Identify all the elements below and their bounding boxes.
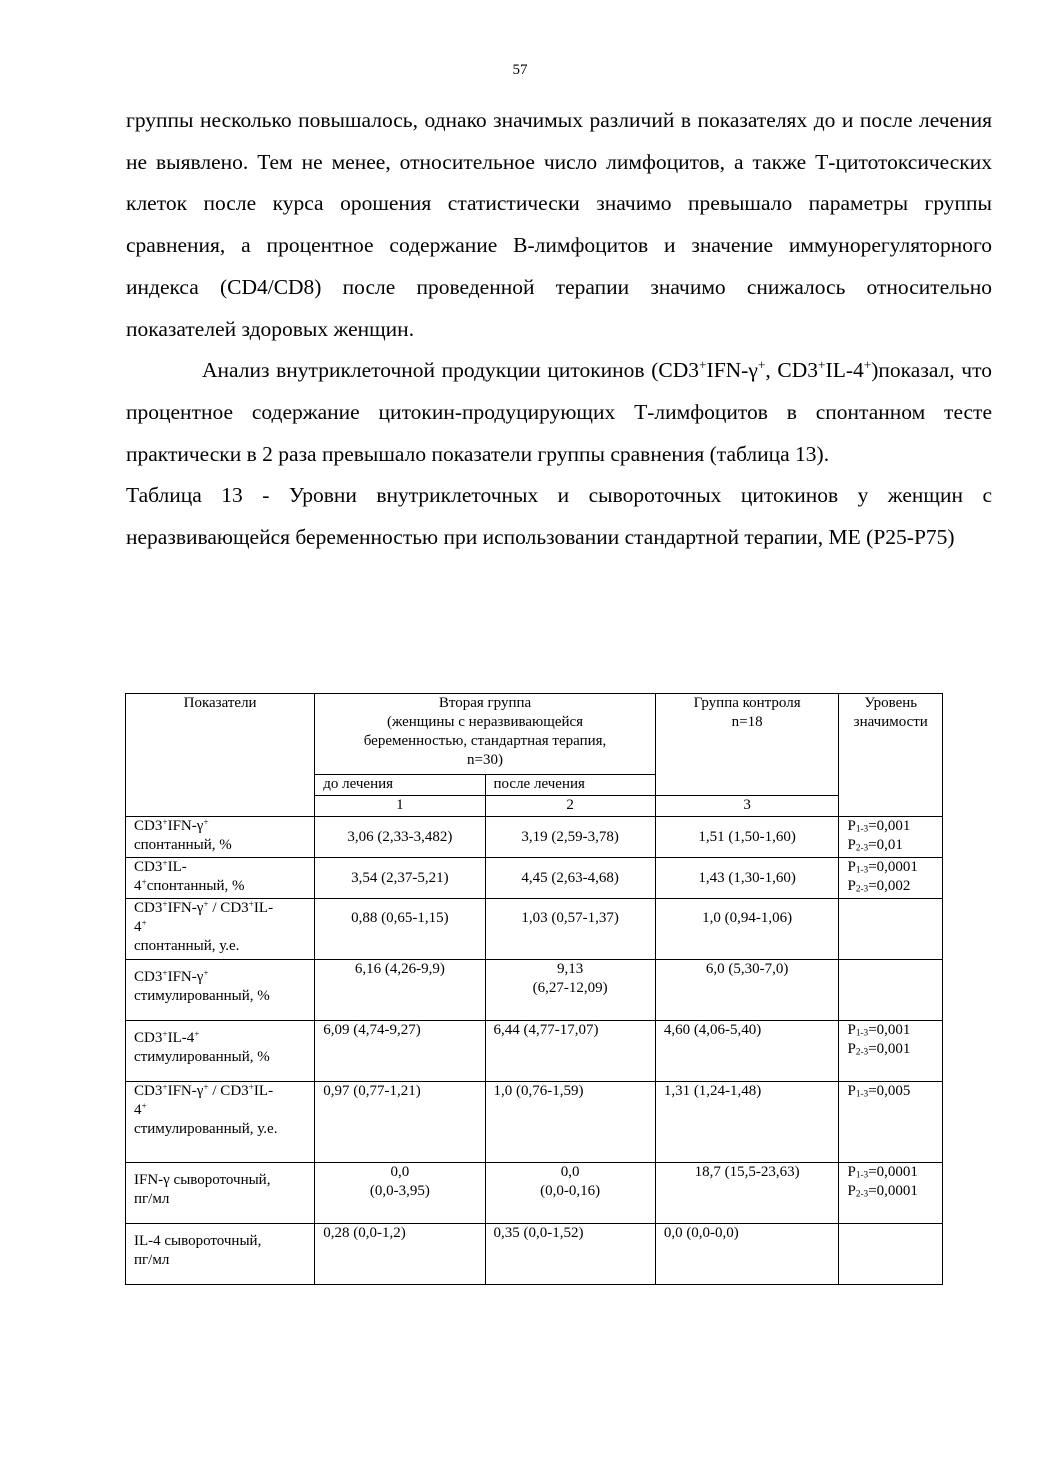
table-row <box>126 858 943 899</box>
header-significance: Уровень значимости <box>839 694 943 817</box>
table-caption: Таблица 13 - Уровни внутриклеточных и сывороточных цитокинов у женщин с неразвивающейся беременностью при использовании стандартной терапии, МЕ (Р25-Р75) <box>126 483 992 550</box>
value-after: 0,35 (0,0-1,52) <box>485 1224 655 1285</box>
value-before: 3,06 (2,33-3,482) <box>315 817 485 858</box>
column-number: 3 <box>655 796 839 817</box>
significance-value <box>839 1224 943 1285</box>
table-row <box>126 1021 943 1082</box>
value-before: 0,88 (0,65-1,15) <box>315 899 485 960</box>
value-before: 6,09 (4,74-9,27) <box>315 1021 485 1082</box>
cytokine-table <box>125 693 943 1285</box>
significance-value: $P_{1-3}=0,001$ $P_{2-3}=0,001$ <box>839 1021 943 1082</box>
row-label: IFN-γ сывороточный, пг/мл <box>126 1163 315 1224</box>
value-after: 4,45 (2,63-4,68) <box>485 858 655 899</box>
value-after: 3,19 (2,59-3,78) <box>485 817 655 858</box>
column-number: 1 <box>315 796 485 817</box>
row-label: IL-4 сывороточный, пг/мл <box>126 1224 315 1285</box>
table-row <box>126 899 943 960</box>
value-control: 18,7 (15,5-23,63) <box>655 1163 839 1224</box>
header-row <box>126 694 943 775</box>
row-label: CD3+IL- 4+спонтанный, % <box>126 858 315 899</box>
header-indicators: Показатели <box>126 694 315 817</box>
table-row <box>126 1082 943 1163</box>
table-row <box>126 960 943 1021</box>
significance-value: $P_{1-3}=0,005$ <box>839 1082 943 1163</box>
row-label: CD3+IFN-γ+ / CD3+IL- 4+ стимулированный, у.е. <box>126 1082 315 1163</box>
header-control-group: Группа контроля n=18 <box>655 694 839 796</box>
value-after: 1,0 (0,76-1,59) <box>485 1082 655 1163</box>
significance-value <box>839 899 943 960</box>
value-control: 0,0 (0,0-0,0) <box>655 1224 839 1285</box>
paragraph-cytokine-analysis: Анализ внутриклеточной продукции цитокинов (CD3+IFN-γ+, CD3+IL-4+)показал, что процентное содержание цитокин-продуцирующих Т-лимфоцитов в спонтанном тесте практически в 2 раза превышало показатели группы сравнения (таблица 13). <box>126 357 992 466</box>
page-number: 57 <box>512 62 528 78</box>
row-label: CD3+IFN-γ+ спонтанный, % <box>126 817 315 858</box>
significance-value <box>839 960 943 1021</box>
value-after: 9,13 (6,27-12,09) <box>485 960 655 1021</box>
value-before: 0,28 (0,0-1,2) <box>315 1224 485 1285</box>
row-label: CD3+IFN-γ+ стимулированный, % <box>126 960 315 1021</box>
table-row <box>126 1224 943 1285</box>
body-text <box>126 100 992 559</box>
value-after: 0,0 (0,0-0,16) <box>485 1163 655 1224</box>
paragraph-continuation: группы несколько повышалось, однако значимых различий в показателях до и после лечения не выявлено. Тем не менее, относительное число лимфоцитов, а также Т-цитотоксических клеток после курса орошения статистически значимо превышало параметры группы сравнения, а процентное содержание В-лимфоцитов и значение иммунорегуляторного индекса (CD4/CD8) после проведенной терапии значимо снижалось относительно показателей здоровых женщин. <box>126 108 992 341</box>
value-control: 6,0 (5,30-7,0) <box>655 960 839 1021</box>
value-before: 0,0 (0,0-3,95) <box>315 1163 485 1224</box>
row-label: CD3+IL-4+ стимулированный, % <box>126 1021 315 1082</box>
value-after: 6,44 (4,77-17,07) <box>485 1021 655 1082</box>
value-control: 4,60 (4,06-5,40) <box>655 1021 839 1082</box>
significance-value: $P_{1-3}=0,001$ $P_{2-3}=0,01$ <box>839 817 943 858</box>
value-control: 1,43 (1,30-1,60) <box>655 858 839 899</box>
value-control: 1,51 (1,50-1,60) <box>655 817 839 858</box>
significance-value: $P_{1-3}=0,0001$ $P_{2-3}=0,002$ <box>839 858 943 899</box>
table-row <box>126 1163 943 1224</box>
row-label: CD3+IFN-γ+ / CD3+IL- 4+ спонтанный, у.е. <box>126 899 315 960</box>
value-after: 1,03 (0,57-1,37) <box>485 899 655 960</box>
value-before: 6,16 (4,26-9,9) <box>315 960 485 1021</box>
header-after-treatment: после лечения <box>485 775 655 796</box>
value-before: 0,97 (0,77-1,21) <box>315 1082 485 1163</box>
column-number: 2 <box>485 796 655 817</box>
significance-value: $P_{1-3}=0,0001$ $P_{2-3}=0,0001$ <box>839 1163 943 1224</box>
header-second-group: Вторая группа (женщины с неразвивающейся беременностью, стандартная терапия, n=30) <box>315 694 656 775</box>
table-row <box>126 817 943 858</box>
value-control: 1,31 (1,24-1,48) <box>655 1082 839 1163</box>
value-before: 3,54 (2,37-5,21) <box>315 858 485 899</box>
header-before-treatment: до лечения <box>315 775 485 796</box>
value-control: 1,0 (0,94-1,06) <box>655 899 839 960</box>
